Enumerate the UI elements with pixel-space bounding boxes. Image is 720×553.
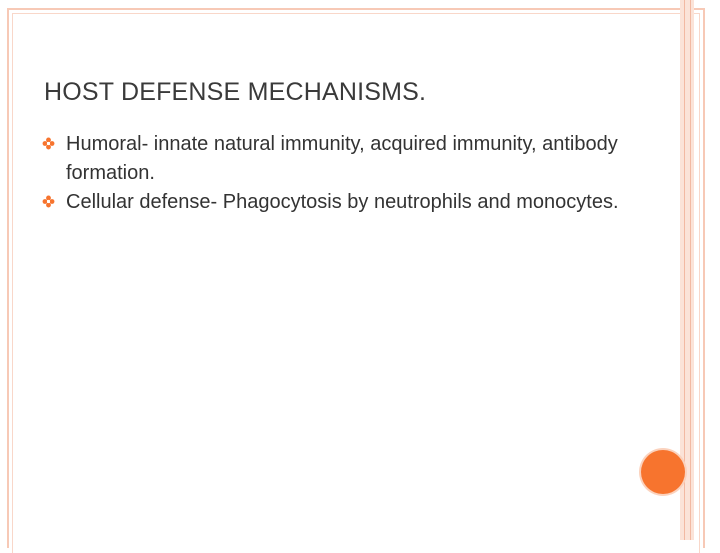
orange-circle-decoration xyxy=(641,450,685,494)
bullet-item xyxy=(40,188,640,217)
slide-title: HOST DEFENSE MECHANISMS. xyxy=(44,78,427,106)
right-decorative-band xyxy=(680,0,694,540)
flower-bullet-icon xyxy=(42,195,55,208)
bullet-text: Humoral- innate natural immunity, acquired immunity, antibody formation. xyxy=(66,133,618,184)
flower-bullet-icon xyxy=(42,137,55,150)
bullet-list xyxy=(40,130,640,217)
right-decorative-line xyxy=(690,0,691,540)
right-decorative-line xyxy=(684,0,685,540)
bullet-text: Cellular defense- Phagocytosis by neutrophils and monocytes. xyxy=(66,191,619,213)
bullet-item xyxy=(40,130,640,188)
